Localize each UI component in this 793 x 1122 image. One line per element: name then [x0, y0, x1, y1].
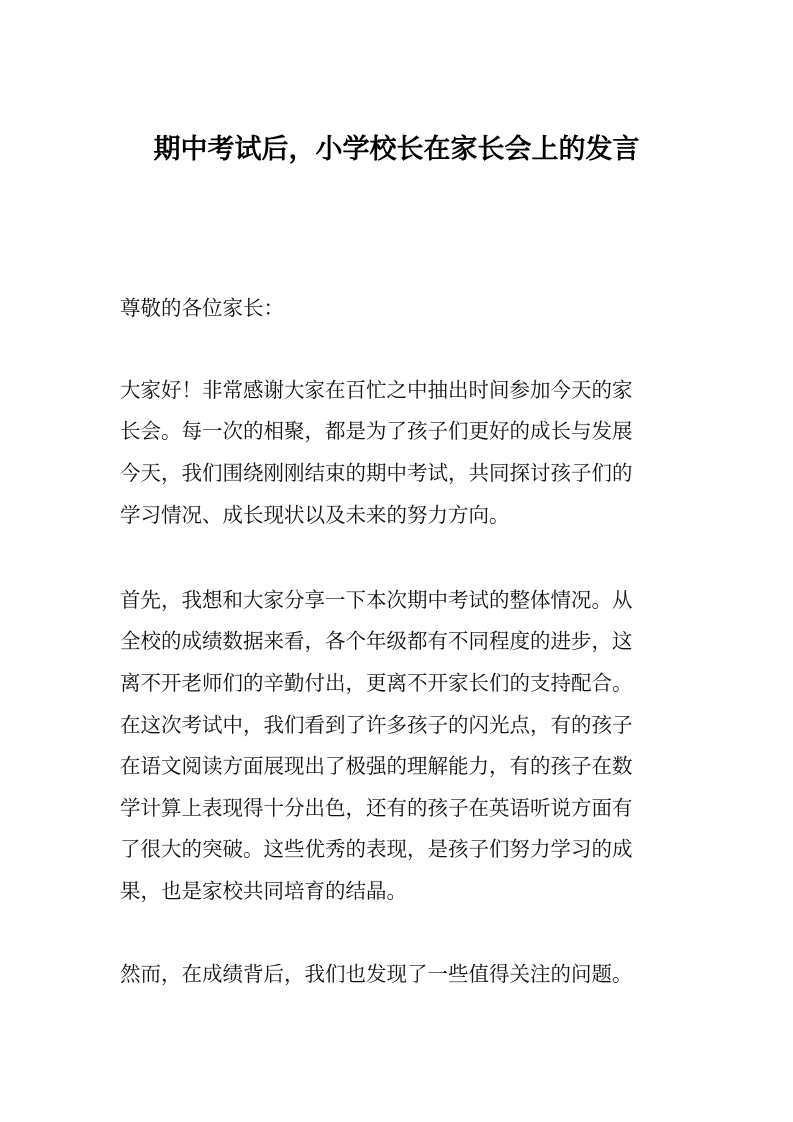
- paragraph-line: 学习情况、成长现状以及未来的努力方向。: [120, 503, 510, 527]
- paragraph-line: 然而，在成绩背后，我们也发现了一些值得关注的问题。: [120, 962, 633, 986]
- paragraph-line: 学计算上表现得十分出色，还有的孩子在英语听说方面有: [120, 796, 633, 820]
- salutation: 尊敬的各位家长：: [120, 296, 284, 320]
- paragraph-line: 果，也是家校共同培育的结晶。: [120, 879, 407, 903]
- paragraph-line: 全校的成绩数据来看，各个年级都有不同程度的进步，这: [120, 629, 633, 653]
- document-title: 期中考试后，小学校长在家长会上的发言: [153, 134, 640, 165]
- paragraph-line: 首先，我想和大家分享一下本次期中考试的整体情况。从: [120, 588, 633, 612]
- paragraph-line: 了很大的突破。这些优秀的表现，是孩子们努力学习的成: [120, 837, 633, 861]
- paragraph-line: 今天，我们围绕刚刚结束的期中考试，共同探讨孩子们的: [120, 461, 633, 485]
- paragraph-line: 离不开老师们的辛勤付出，更离不开家长们的支持配合。: [120, 671, 633, 695]
- paragraph-line: 大家好！非常感谢大家在百忙之中抽出时间参加今天的家: [120, 378, 633, 402]
- paragraph-line: 在这次考试中，我们看到了许多孩子的闪光点，有的孩子: [120, 713, 633, 737]
- paragraph-line: 在语文阅读方面展现出了极强的理解能力，有的孩子在数: [120, 754, 633, 778]
- paragraph-line: 长会。每一次的相聚，都是为了孩子们更好的成长与发展: [120, 419, 633, 443]
